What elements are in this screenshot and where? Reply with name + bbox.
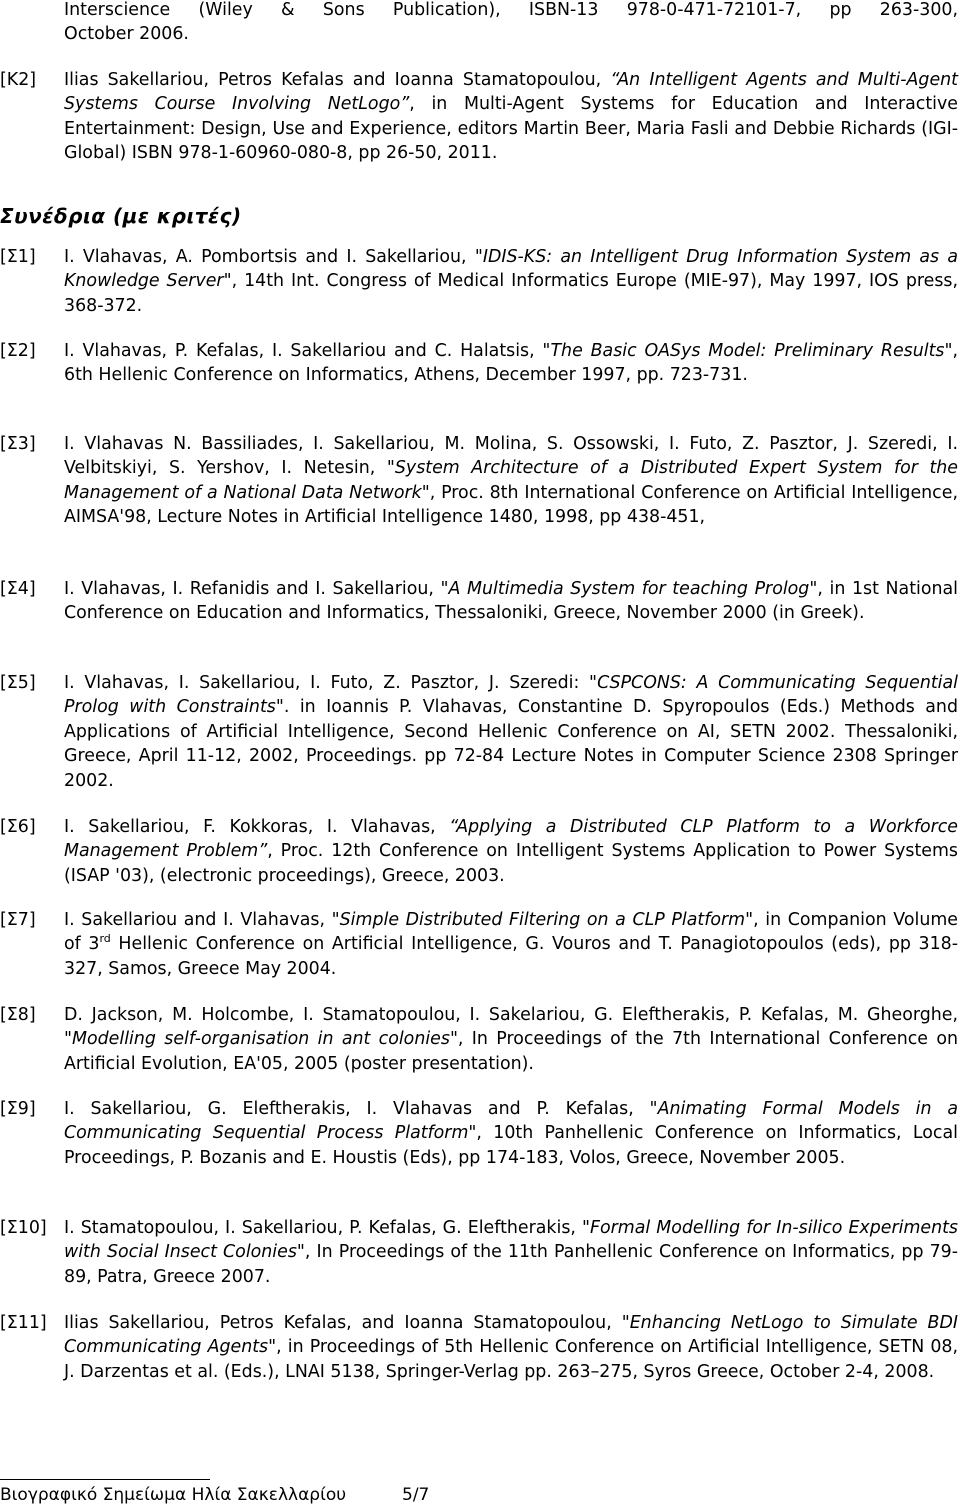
reference-s9 — [0, 1097, 960, 1170]
ref-label: [Σ2] — [0, 341, 36, 361]
ref-authors: Ilias Sakellariou, Petros Kefalas and Ioanna Stamatopoulou, — [64, 70, 611, 90]
ref-details: ", Proc. 8th International Conference on Artificial Intelligence, AIMSA'98, Lecture Notes in Artificial Intelligence 1480, 1998, pp 438-451, — [64, 482, 958, 528]
page-number: 5/7 — [402, 1485, 430, 1505]
reference-s3 — [0, 432, 960, 530]
ref-authors: I. Sakellariou and I. Vlahavas, " — [64, 910, 340, 930]
reference-s11 — [0, 1311, 960, 1384]
ref-title: Simple Distributed Filtering on a CLP Platform — [339, 910, 746, 930]
footer-title: Βιογραφικό Σημείωμα Ηλία Σακελλαρίου — [0, 1485, 347, 1505]
ref-authors: D. Jackson, M. Holcombe, I. Stamatopoulou, I. Sakelariou, G. Eleftherakis, P. Kefalas, M. Gheorghe, " — [64, 1005, 958, 1050]
ref-body — [64, 1003, 958, 1076]
reference-s6 — [0, 815, 960, 888]
ref-details: ", 6th Hellenic Conference on Informatics, Athens, December 1997, pp. 723-731. — [64, 341, 958, 386]
ref-details: ", in 1st National Conference on Education and Informatics, Thessaloniki, Greece, November 2000 (in Greek). — [64, 579, 958, 624]
reference-s1 — [0, 245, 960, 318]
ref-title: Enhancing NetLogo to Simulate BDI Communicating Agents — [64, 1313, 958, 1358]
ref-authors: I. Vlahavas, I. Sakellariou, I. Futo, Z. Pasztor, J. Szeredi: " — [64, 673, 598, 693]
ref-title: A Multimedia System for teaching Prolog — [448, 579, 810, 599]
ref-title: Formal Modelling for In-silico Experiments with Social Insect Colonies — [64, 1218, 958, 1263]
ref-title: System Architecture of a Distributed Expert System for the Management of a National Data Network — [64, 458, 958, 503]
ref-label: [K2] — [0, 70, 37, 90]
ref-label: [Σ10] — [0, 1218, 47, 1238]
ref-authors: I. Vlahavas N. Bassiliades, I. Sakellariou, M. Molina, S. Ossowski, I. Futo, Z. Pasztor, J. Szeredi, I. Velbitskiyi, S. Yershov, I. Netesin, " — [64, 434, 958, 479]
ordinal-superscript: rd — [99, 932, 111, 946]
reference-s4 — [0, 577, 960, 626]
ref-label: [Σ9] — [0, 1099, 36, 1119]
ref-authors: I. Vlahavas, P. Kefalas, I. Sakellariou and C. Halatsis, " — [64, 341, 551, 361]
ref-details-continued: Hellenic Conference on Artificial Intelligence, G. Vouros and T. Panagiotopoulos (eds), pp 318-327, Samos, Greece May 2004. — [64, 934, 959, 979]
reference-s2 — [0, 339, 960, 388]
continuation-line-1: Interscience (Wiley & Sons Publication), ISBN-13 978-0-471-72101-7, pp 263-300, — [64, 0, 958, 20]
ref-title: Modelling self-organisation in ant colonies — [72, 1029, 450, 1050]
continuation-line-2: October 2006. — [64, 24, 189, 45]
ref-body — [64, 908, 958, 981]
ref-body — [64, 1097, 958, 1170]
ref-authors: I. Sakellariou, F. Kokkoras, I. Vlahavas, — [64, 817, 450, 837]
ref-details: ", 10th Panhellenic Conference on Informatics, Local Proceedings, P. Bozanis and E. Houstis (Eds), pp 174-183, Volos, Greece, November 2005. — [64, 1123, 958, 1168]
ref-title: CSPCONS: A Communicating Sequential Prolog with Constraints" — [64, 673, 958, 718]
ref-title: “Applying a Distributed CLP Platform to a Workforce Management Problem” — [64, 817, 958, 862]
ref-authors: I. Sakellariou, G. Eleftherakis, I. Vlahavas and P. Kefalas, " — [64, 1099, 658, 1119]
ref-details: ", in Companion Volume of 3 — [64, 910, 958, 955]
reference-s10 — [0, 1216, 960, 1289]
ref-title: Animating Formal Models in a Communicating Sequential Process Platform — [64, 1099, 958, 1144]
ref-authors: I. Vlahavas, I. Refanidis and I. Sakellariou, " — [64, 579, 449, 599]
ref-label: [Σ1] — [0, 247, 36, 267]
section-heading: Συνέδρια (με κριτές) — [0, 204, 242, 228]
ref-body — [64, 339, 958, 388]
ref-body — [64, 432, 958, 530]
reference-s7 — [0, 908, 960, 981]
ref-title: “An Intelligent Agents and Multi-Agent Systems Course Involving NetLogo” — [64, 70, 958, 115]
ref-details: ", In Proceedings of the 11th Panhellenic Conference on Informatics, pp 79-89, Patra, Greece 2007. — [64, 1242, 958, 1287]
ref-title: IDIS-KS: an Intelligent Drug Information System as a Knowledge Server — [64, 247, 958, 292]
ref-details: ", 14th Int. Congress of Medical Informatics Europe (MIE-97), May 1997, IOS press, 368-372. — [64, 271, 959, 316]
ref-label: [Σ11] — [0, 1313, 47, 1333]
ref-body — [64, 68, 958, 166]
reference-s5 — [0, 671, 960, 793]
ref-body — [64, 1216, 958, 1289]
ref-label: [Σ5] — [0, 673, 36, 693]
ref-label: [Σ4] — [0, 579, 36, 599]
ref-label: [Σ6] — [0, 817, 36, 837]
ref-body — [64, 1311, 958, 1384]
ref-details: , in Multi-Agent Systems for Education and Interactive Entertainment: Design, Use and Experience, editors Martin Beer, Maria Fasli and Debbie Richards (IGI-Global) ISBN 978-1-60960-080-8, pp 26-50, 2011. — [64, 94, 958, 164]
ref-details: ", In Proceedings of the 7th International Conference on Artificial Evolution, EA'05, 2005 (poster presentation). — [64, 1029, 958, 1074]
ref-title: The Basic OASys Model: Preliminary Results — [550, 341, 945, 361]
ref-authors: I. Vlahavas, A. Pombortsis and I. Sakellariou, " — [64, 247, 483, 267]
footer-divider — [0, 1479, 210, 1480]
reference-s8 — [0, 1003, 960, 1076]
ref-label: [Σ7] — [0, 910, 36, 930]
ref-body — [64, 245, 958, 318]
ref-body — [64, 815, 958, 888]
ref-body — [64, 577, 958, 626]
reference-k2 — [0, 68, 960, 166]
page-footer — [0, 1485, 430, 1505]
ref-details: . in Ioannis P. Vlahavas, Constantine D. Spyropoulos (Eds.) Methods and Applications of Artificial Intelligence, Second Hellenic Conference on AI, SETN 2002. Thessaloniki, Greece, April 11-12, 2002, Proceedings. pp 72-84 Lecture Notes in Computer Science 2308 Springer 2002. — [64, 697, 958, 791]
ref-label: [Σ8] — [0, 1005, 36, 1025]
ref-authors: I. Stamatopoulou, I. Sakellariou, P. Kefalas, G. Eleftherakis, " — [64, 1218, 590, 1238]
ref-body — [64, 671, 958, 793]
ref-details: , Proc. 12th Conference on Intelligent Systems Application to Power Systems (ISAP '03), (electronic proceedings), Greece, 2003. — [64, 841, 958, 886]
ref-details: ", in Proceedings of 5th Hellenic Conference on Artificial Intelligence, SETN 08, J. Darzentas et al. (Eds.), LNAI 5138, Springer-Verlag pp. 263–275, Syros Greece, October 2-4, 2008. — [64, 1337, 958, 1382]
ref-authors: Ilias Sakellariou, Petros Kefalas, and Ioanna Stamatopoulou, " — [64, 1313, 630, 1333]
ref-label: [Σ3] — [0, 434, 36, 454]
